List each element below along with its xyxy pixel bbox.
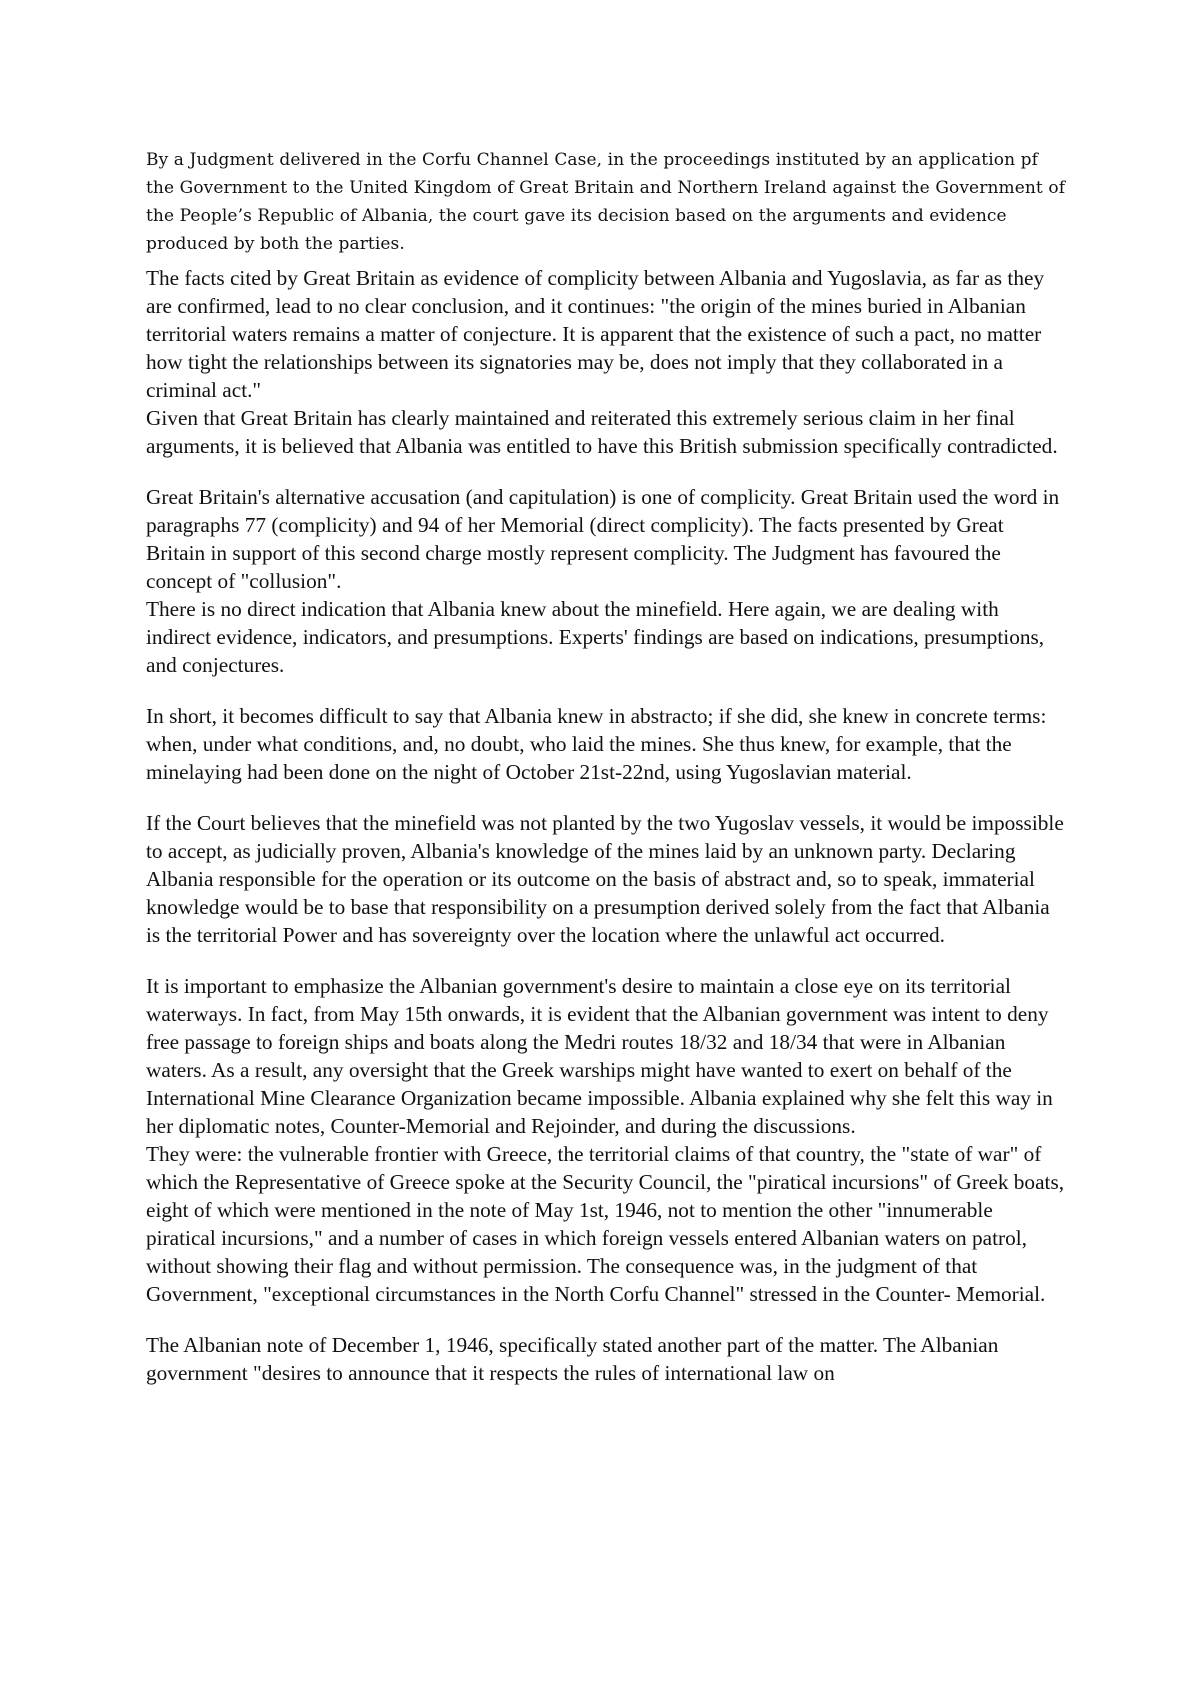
paragraph-abstracto: In short, it becomes difficult to say that Albania knew in abstracto; if she did, she knew in concrete terms: when, under what conditions, and, no doubt, who laid the mines. She thus knew, for example, that the minelaying had been done on the night of October 21st-22nd, using Yugoslavian material. [146,704,1047,784]
paragraph-spacer [146,786,1066,809]
paragraph-no-direct-indication: There is no direct indication that Albania knew about the minefield. Here again, we are dealing with indirect evidence, indicators, and presumptions. Experts' findings are based on indications, presumptions, and conjectures. [146,597,1045,677]
paragraph-spacer [146,460,1066,483]
paragraph-complicity-facts: The facts cited by Great Britain as evidence of complicity between Albania and Yugoslavia, as far as they are confirmed, lead to no clear conclusion, and it continues: "the origin of the mines buried in Albanian territorial waters remains a matter of conjecture. It is apparent that the existence of such a pact, no matter how tight the relationships between its signatories may be, does not imply that they collaborated in a criminal act." [146,266,1045,402]
paragraph-territorial-waterways: It is important to emphasize the Albanian government's desire to maintain a close eye on its territorial waterways. In fact, from May 15th onwards, it is evident that the Albanian government was intent to deny free passage to foreign ships and boats along the Medri routes 18/32 and 18/34 that were in Albanian waters. As a result, any oversight that the Greek warships might have wanted to exert on behalf of the International Mine Clearance Organization became impossible. Albania explained why she felt this way in her diplomatic notes, Counter-Memorial and Rejoinder, and during the discussions. [146,974,1053,1138]
paragraph-reasons: They were: the vulnerable frontier with Greece, the territorial claims of that country, the "state of war" of which the Representative of Greece spoke at the Security Council, the "piratical incursions" of Greek boats, eight of which were mentioned in the note of May 1st, 1946, not to mention the other "innumerable piratical incursions," and a number of cases in which foreign vessels entered Albanian waters on patrol, without showing their flag and without permission. The consequence was, in the judgment of that Government, "exceptional circumstances in the North Corfu Channel" stressed in the Counter- Memorial. [146,1142,1065,1306]
paragraph-alternative-accusation: Great Britain's alternative accusation (and capitulation) is one of complicity. Great Britain used the word in paragraphs 77 (complicity) and 94 of her Memorial (direct complicity). The facts presented by Great Britain in support of this second charge mostly represent complicity. The Judgment has favoured the concept of "collusion". [146,485,1060,593]
paragraph-spacer [146,949,1066,972]
paragraph-spacer [146,1308,1066,1331]
paragraph-british-claim: Given that Great Britain has clearly maintained and reiterated this extremely serious claim in her final arguments, it is believed that Albania was entitled to have this British submission specifically contradicted. [146,406,1058,458]
document-body [146,146,1066,1387]
paragraph-december-note: The Albanian note of December 1, 1946, specifically stated another part of the matter. The Albanian government "desires to announce that it respects the rules of international law on [146,1333,999,1385]
intro-paragraph: By a Judgment delivered in the Corfu Channel Case, in the proceedings instituted by an application pf the Government to the United Kingdom of Great Britain and Northern Ireland against the Government of the People’s Republic of Albania, the court gave its decision based on the arguments and evidence produced by both the parties. [146,150,1066,254]
paragraph-court-belief: If the Court believes that the minefield was not planted by the two Yugoslav vessels, it would be impossible to accept, as judicially proven, Albania's knowledge of the mines laid by an unknown party. Declaring Albania responsible for the operation or its outcome on the basis of abstract and, so to speak, immaterial knowledge would be to base that responsibility on a presumption derived solely from the fact that Albania is the territorial Power and has sovereignty over the location where the unlawful act occurred. [146,811,1064,947]
paragraph-spacer [146,679,1066,702]
